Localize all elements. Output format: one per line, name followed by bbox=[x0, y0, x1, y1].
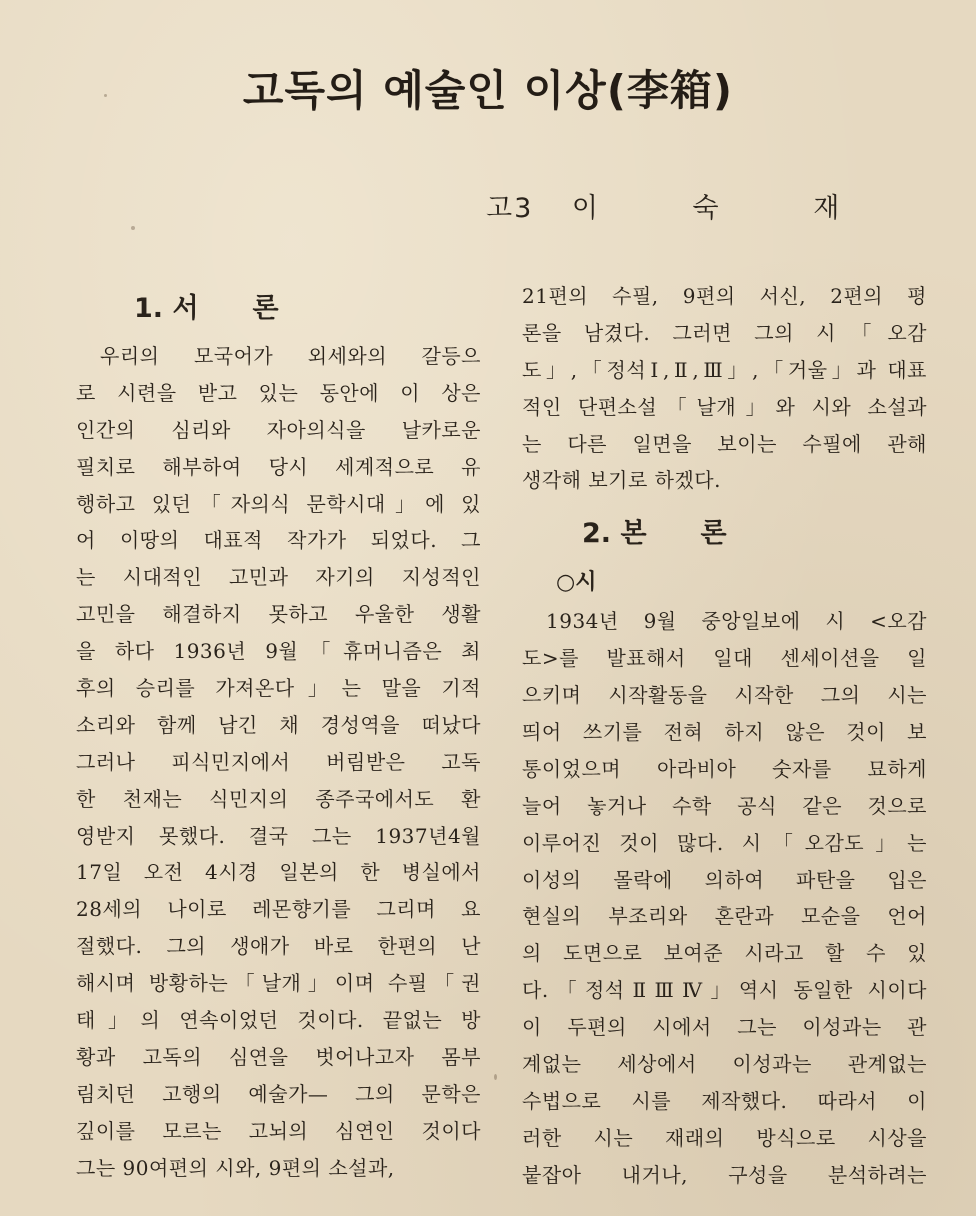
text-line: 통이었으며 아라비아 숫자를 묘하게 bbox=[522, 756, 927, 781]
text-line: 필치로 해부하여 당시 세계적으로 유 bbox=[76, 454, 481, 479]
text-line: 는 시대적인 고민과 자기의 지성적인 bbox=[76, 565, 481, 590]
text-line: 도>를 발표해서 일대 센세이션을 일 bbox=[522, 646, 927, 671]
text-line: 해시며 방황하는「날개」이며 수필「권 bbox=[76, 971, 481, 996]
text-line: 황과 고독의 심연을 벗어나고자 몸부 bbox=[76, 1044, 481, 1069]
paper-speck bbox=[494, 1074, 497, 1080]
text-line: 러한 시는 재래의 방식으로 시상을 bbox=[522, 1125, 927, 1150]
text-line: 소리와 함께 남긴 채 경성역을 떠났다 bbox=[76, 712, 481, 737]
text-line: 로 시련을 받고 있는 동안에 이 상은 bbox=[76, 380, 481, 405]
text-line: 그러나 피식민지에서 버림받은 고독 bbox=[76, 749, 481, 774]
text-line: 깊이를 모르는 고뇌의 심연인 것이다 bbox=[76, 1118, 481, 1143]
right-column bbox=[522, 278, 927, 1194]
text-line: 어 이땅의 대표적 작가가 되었다. 그 bbox=[76, 528, 481, 553]
text-line: 붙잡아 내거나, 구성을 분석하려는 bbox=[522, 1162, 927, 1187]
text-line: 영받지 못했다. 결국 그는 1937년4월 bbox=[76, 823, 481, 848]
text-line: 이루어진 것이 많다. 시「오감도」는 bbox=[522, 830, 927, 855]
author-name-char-1: 이 bbox=[571, 193, 598, 224]
text-line: 생각해 보기로 하겠다. bbox=[522, 468, 721, 493]
text-line: 한 천재는 식민지의 종주국에서도 환 bbox=[76, 786, 481, 811]
text-line: 늘어 놓거나 수학 공식 같은 것으로 bbox=[522, 793, 927, 818]
text-line: 림치던 고행의 예술가— 그의 문학은 bbox=[76, 1081, 481, 1106]
left-column bbox=[76, 280, 481, 1186]
text-line: 수법으로 시를 제작했다. 따라서 이 bbox=[522, 1088, 927, 1113]
article-title: 고독의 예술인 이상(李箱) bbox=[242, 66, 734, 115]
author-byline bbox=[486, 186, 839, 225]
text-line: 론을 남겼다. 그러면 그의 시「오감 bbox=[522, 320, 927, 345]
text-line: 도」,「정석Ⅰ,Ⅱ,Ⅲ」,「거울」과 대표 bbox=[522, 357, 927, 382]
section-body-introduction bbox=[76, 338, 481, 1186]
text-line: 고민을 해결하지 못하고 우울한 생활 bbox=[76, 602, 481, 627]
text-line: 현실의 부조리와 혼란과 모순을 언어 bbox=[522, 904, 927, 929]
author-name-char-3: 재 bbox=[813, 193, 840, 224]
text-line: 절했다. 그의 생애가 바로 한편의 난 bbox=[76, 934, 481, 959]
text-line: 21편의 수필, 9편의 서신, 2편의 평 bbox=[522, 284, 927, 308]
text-line: 이 두편의 시에서 그는 이성과는 관 bbox=[522, 1015, 927, 1040]
text-line: 인간의 심리와 자아의식을 날카로운 bbox=[76, 417, 481, 442]
text-line: 는 다른 일면을 보이는 수필에 관해 bbox=[522, 431, 927, 456]
text-line: 으키며 시작활동을 시작한 그의 시는 bbox=[522, 683, 927, 708]
text-line: 1934년 9월 중앙일보에 시 <오감 bbox=[546, 609, 927, 634]
section-body-poetry bbox=[522, 603, 927, 1193]
text-line: 그는 90여편의 시와, 9편의 소설과, bbox=[76, 1155, 395, 1180]
text-line: 17일 오전 4시경 일본의 한 병실에서 bbox=[76, 860, 481, 885]
author-grade: 고3 bbox=[486, 193, 534, 224]
text-line: 다.「정석ⅡⅢⅣ」역시 동일한 시이다 bbox=[522, 978, 927, 1003]
paper-speck bbox=[131, 226, 135, 230]
text-line: 후의 승리를 가져온다」는 말을 기적 bbox=[76, 676, 481, 701]
text-line: 28세의 나이로 레몬향기를 그리며 요 bbox=[76, 897, 481, 922]
text-line: 을 하다 1936년 9월「휴머니즘은 최 bbox=[76, 639, 481, 664]
text-line: 적인 단편소설「날개」와 시와 소설과 bbox=[522, 394, 927, 419]
text-line: 띄어 쓰기를 전혀 하지 않은 것이 보 bbox=[522, 720, 927, 745]
introduction-continuation bbox=[522, 278, 927, 499]
text-line: 계없는 세상에서 이성과는 관계없는 bbox=[522, 1052, 927, 1077]
text-line: 이성의 몰락에 의하여 파탄을 입은 bbox=[522, 867, 927, 892]
section-heading-introduction: 1. 서 론 bbox=[134, 293, 279, 324]
section-heading-main-body: 2. 본 론 bbox=[582, 518, 727, 550]
text-line: 행하고 있던「자의식 문학시대」에 있 bbox=[76, 491, 481, 516]
paper-speck bbox=[104, 94, 107, 97]
subheading-poetry: ○시 bbox=[556, 570, 597, 596]
author-name-char-2: 숙 bbox=[692, 193, 719, 224]
text-line: 태」의 연속이었던 것이다. 끝없는 방 bbox=[76, 1008, 481, 1033]
text-line: 의 도면으로 보여준 시라고 할 수 있 bbox=[522, 941, 927, 966]
text-line: 우리의 모국어가 외세와의 갈등으 bbox=[100, 344, 481, 368]
